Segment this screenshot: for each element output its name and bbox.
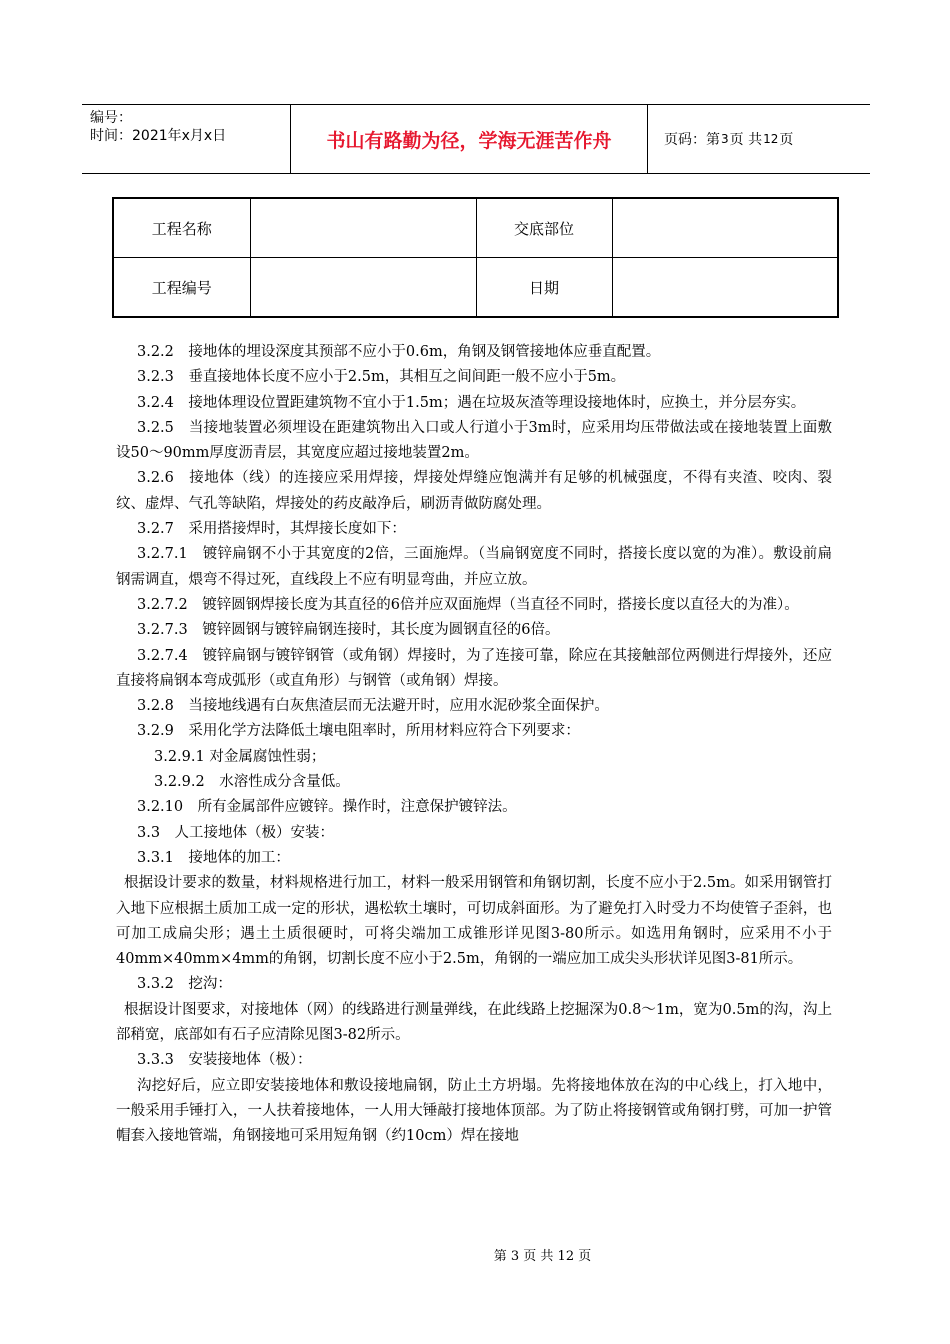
page-mid: 页 共	[729, 132, 763, 148]
page-header	[82, 104, 870, 174]
paragraph: 3.3.2 挖沟：	[137, 976, 232, 993]
paragraph: 沟挖好后，应立即安装接地体和敷设接地扁钢，防止土方坍塌。先将接地体放在沟的中心线上，打入地中，一般采用手锤打入，一人扶着接地体，一人用大锤敲打接地体顶部。为了防止将接钢管或角钢打劈，可加一护管帽套入接地管端，角钢接地可采用短角钢（约10cm）焊在接地	[116, 1077, 832, 1145]
paragraph: 根据设计要求的数量，材料规格进行加工，材料一般采用钢管和角钢切割，长度不应小于2.5m。如采用钢管打入地下应根据土质加工成一定的形状，遇松软土壤时，可切成斜面形。为了避免打入时受力不均使管子歪斜，也可加工成扁尖形；遇土土质很硬时，可将尖端加工成锥形详见图3-80所示。如选用角钢时，应采用不小于40mm×40mm×4mm的角钢，切割长度不应小于2.5m，角钢的一端应加工成尖头形状详见图3-81所示。	[116, 875, 832, 968]
paragraph: 3.3 人工接地体（极）安装：	[137, 824, 335, 841]
paragraph: 3.2.2 接地体的埋设深度其预部不应小于0.6m，角钢及钢管接地体应垂直配置。	[137, 344, 661, 360]
number-label: 编号：	[90, 110, 132, 126]
table-row	[113, 198, 838, 258]
paragraph: 3.2.9.1 对金属腐蚀性弱；	[154, 748, 326, 765]
paragraph: 3.2.6 接地体（线）的连接应采用焊接，焊接处焊缝应饱满并有足够的机械强度，不得有夹渣、咬肉、裂纹、虚焊、气孔等缺陷，焊接处的药皮敲净后，刷沥青做防腐处理。	[116, 470, 832, 512]
paragraph: 3.2.7 采用搭接焊时，其焊接长度如下：	[137, 521, 406, 538]
page-prefix: 页码：第	[664, 132, 720, 148]
project-name-value	[250, 198, 476, 258]
handover-part-label: 交底部位	[476, 198, 612, 258]
header-motto: 书山有路勤为径，学海无涯苦作舟	[290, 105, 648, 173]
date-label: 时间：2021年x月x日	[90, 128, 227, 144]
paragraph: 3.2.3 垂直接地体长度不应小于2.5m，其相互之间间距一般不应小于5m。	[137, 369, 626, 386]
paragraph: 3.3.1 接地体的加工：	[137, 849, 290, 866]
document-body	[116, 340, 832, 1150]
paragraph: 3.2.7.2 镀锌圆钢焊接长度为其直径的6倍并应双面施焊（当直径不同时，搭接长度以直径大的为准）。	[137, 596, 799, 613]
project-number-label: 工程编号	[113, 258, 250, 318]
paragraph: 3.2.4 接地体理设位置距建筑物不宜小于1.5m；遇在垃圾灰渣等理设接地体时，应换土，并分层夯实。	[137, 394, 806, 411]
handover-part-value	[612, 198, 838, 258]
project-name-label: 工程名称	[113, 198, 250, 258]
date-label-cell: 日期	[476, 258, 612, 318]
header-page-info	[664, 105, 793, 173]
paragraph: 3.2.7.1 镀锌扁钢不小于其宽度的2倍，三面施焊。（当扁钢宽度不同时，搭接长度以宽的为准）。敷设前扁钢需调直，煨弯不得过死，直线段上不应有明显弯曲，并应立放。	[116, 546, 832, 588]
paragraph: 根据设计图要求，对接地体（网）的线路进行测量弹线，在此线路上挖掘深为0.8～1m，宽为0.5m的沟，沟上部稍宽，底部如有石子应清除见图3-82所示。	[116, 1001, 832, 1044]
table-row	[113, 258, 838, 318]
project-number-value	[250, 258, 476, 318]
page-total: 12	[763, 132, 779, 146]
paragraph: 3.2.9.2 水溶性成分含量低。	[154, 774, 350, 791]
paragraph: 3.2.10 所有金属部件应镀锌。操作时，注意保护镀锌法。	[137, 799, 517, 816]
paragraph: 3.2.5 当接地装置必须埋设在距建筑物出入口或人行道小于3m时，应采用均压带做法或在接地装置上面敷设50～90mm厚度沥青层，其宽度应超过接地装置2m。	[116, 419, 832, 462]
page-suffix: 页	[779, 132, 794, 148]
page-footer: 第 3 页 共 12 页	[493, 1249, 592, 1264]
paragraph: 3.2.7.3 镀锌圆钢与镀锌扁钢连接时，其长度为圆钢直径的6倍。	[137, 622, 560, 639]
paragraph: 3.3.3 安装接地体（极）：	[137, 1052, 312, 1069]
paragraph: 3.2.8 当接地线遇有白灰焦渣层而无法避开时，应用水泥砂浆全面保护。	[137, 698, 609, 715]
paragraph: 3.2.7.4 镀锌扁钢与镀锌钢管（或角钢）焊接时，为了连接可靠，除应在其接触部位两侧进行焊接外，还应直接将扁钢本弯成弧形（或直角形）与钢管（或角钢）焊接。	[116, 647, 832, 689]
page-current: 3	[721, 132, 729, 146]
paragraph: 3.2.9 采用化学方法降低土壤电阻率时，所用材料应符合下列要求：	[137, 723, 580, 740]
header-left	[90, 109, 226, 145]
project-info-table	[112, 197, 839, 318]
date-value	[612, 258, 838, 318]
